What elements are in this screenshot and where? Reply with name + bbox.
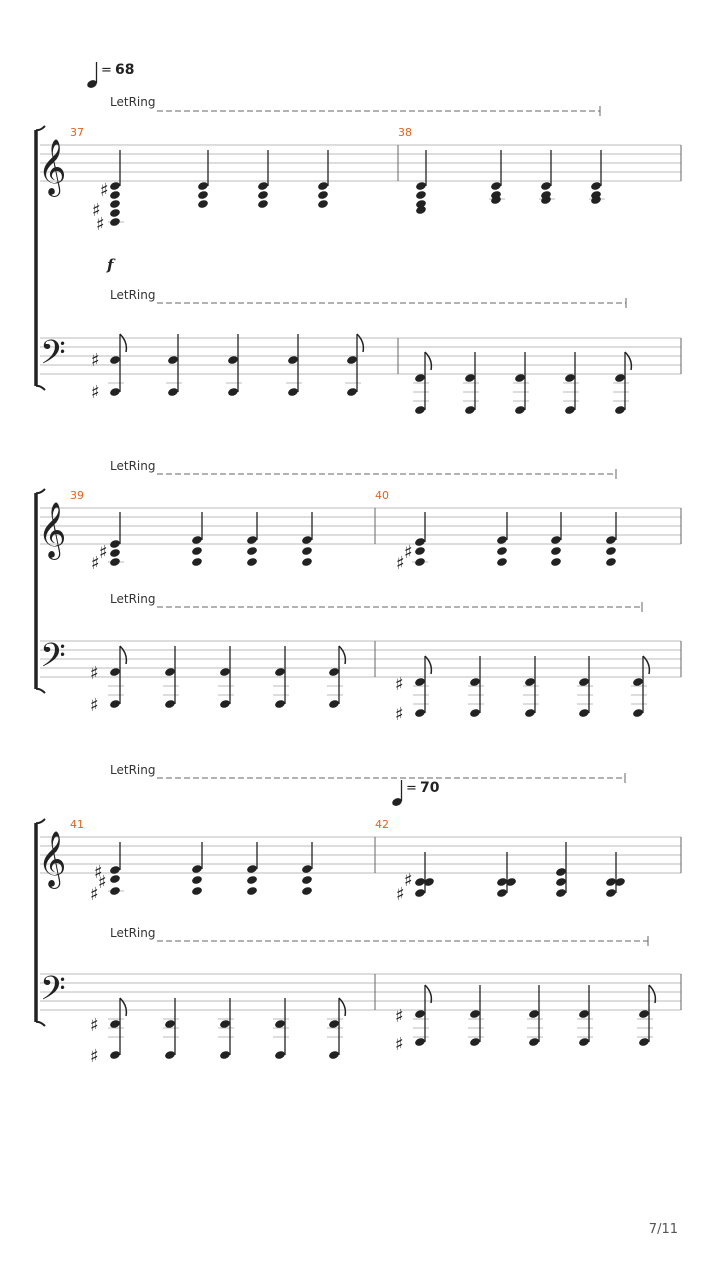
system-2 xyxy=(36,459,681,725)
dynamic-marking: f xyxy=(107,256,114,274)
bass-clef-icon: 𝄢 xyxy=(40,637,66,683)
sharp-icon: ♯ xyxy=(90,884,99,905)
sharp-icon: ♯ xyxy=(395,1034,404,1055)
treble-staff xyxy=(40,145,681,181)
let-ring-label: LetRing xyxy=(110,763,156,777)
bass-staff xyxy=(40,641,681,677)
page-number: 7/11 xyxy=(648,1222,678,1237)
sharp-icon: ♯ xyxy=(395,1006,404,1027)
treble-clef-icon: 𝄞 xyxy=(38,139,67,195)
measure-number: 41 xyxy=(70,818,84,831)
chord-notes xyxy=(396,512,617,574)
measure-number: 37 xyxy=(70,126,84,139)
bass-notes xyxy=(90,998,345,1067)
sharp-icon: ♯ xyxy=(90,695,99,716)
measure-number: 40 xyxy=(375,489,389,502)
let-ring-label: LetRing xyxy=(110,288,156,302)
sharp-icon: ♯ xyxy=(90,663,99,684)
sharp-icon: ♯ xyxy=(404,542,413,563)
tempo-equals: = xyxy=(406,781,417,796)
let-ring-label: LetRing xyxy=(110,459,156,473)
treble-staff xyxy=(40,508,681,544)
sharp-icon: ♯ xyxy=(98,872,107,893)
bass-staff xyxy=(40,338,681,374)
sharp-icon: ♯ xyxy=(395,674,404,695)
sharp-icon: ♯ xyxy=(90,1015,99,1036)
bass-staff xyxy=(40,974,681,1010)
tempo-value: 70 xyxy=(420,780,440,796)
system-1 xyxy=(36,95,681,415)
bass-clef-icon: 𝄢 xyxy=(40,970,66,1016)
chord-notes xyxy=(91,512,313,574)
sharp-icon: ♯ xyxy=(92,200,101,221)
sharp-icon: ♯ xyxy=(91,553,100,574)
sharp-icon: ♯ xyxy=(96,214,105,235)
sharp-icon: ♯ xyxy=(90,1046,99,1067)
bass-clef-icon: 𝄢 xyxy=(40,334,66,380)
sharp-icon: ♯ xyxy=(404,870,413,891)
measure-number: 42 xyxy=(375,818,389,831)
tempo-mark-68 xyxy=(86,62,135,89)
sharp-icon: ♯ xyxy=(396,553,405,574)
sharp-icon: ♯ xyxy=(91,350,100,371)
bass-notes xyxy=(90,646,345,716)
bass-notes xyxy=(395,985,655,1055)
let-ring-label: LetRing xyxy=(110,95,156,109)
let-ring-label: LetRing xyxy=(110,926,156,940)
sharp-icon: ♯ xyxy=(395,704,404,725)
system-3 xyxy=(36,763,681,1067)
chord-notes xyxy=(197,150,329,209)
bass-notes xyxy=(413,352,631,415)
sharp-icon: ♯ xyxy=(99,542,108,563)
sharp-icon: ♯ xyxy=(100,180,109,201)
treble-staff xyxy=(40,837,681,873)
sharp-icon: ♯ xyxy=(94,862,103,883)
chord-notes xyxy=(415,150,605,215)
sharp-icon: ♯ xyxy=(396,884,405,905)
tempo-value: 68 xyxy=(115,62,135,78)
let-ring-label: LetRing xyxy=(110,592,156,606)
measure-number: 39 xyxy=(70,489,84,502)
bass-notes xyxy=(91,334,363,403)
bass-notes xyxy=(395,656,649,725)
measure-number: 38 xyxy=(398,126,412,139)
sharp-icon: ♯ xyxy=(91,382,100,403)
treble-clef-icon: 𝄞 xyxy=(38,502,67,558)
treble-clef-icon: 𝄞 xyxy=(38,831,67,887)
tempo-equals: = xyxy=(101,63,112,78)
tempo-mark-70 xyxy=(391,780,440,807)
